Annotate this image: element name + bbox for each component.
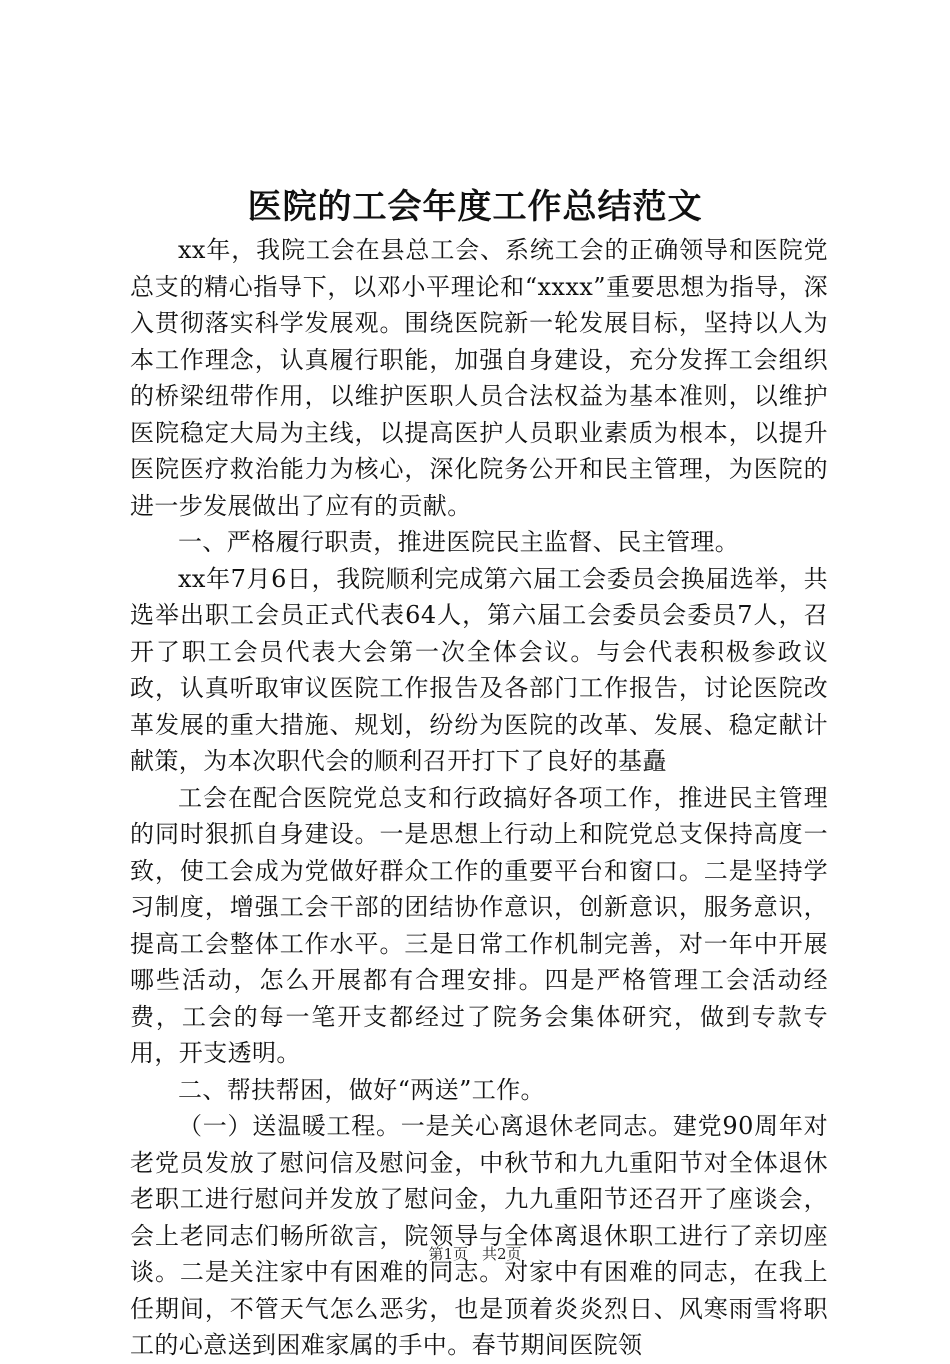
paragraph-election: xx年7月6日，我院顺利完成第六届工会委员会换届选举，共选举出职工会员正式代表64人，第六届工会委员会委员7人，召开了职工会员代表大会第一次全体会议。与会代表积极参政议政，认真听取审议医院工作报告及各部门工作报告，讨论医院改革发展的重大措施、规划，纷纷为医院的改革、发展、稳定献计献策，为本次职代会的顺利召开打下了良好的基矗	[130, 564, 828, 775]
paragraph-intro: xx年，我院工会在县总工会、系统工会的正确领导和医院党总支的精心指导下，以邓小平理论和“xxxx”重要思想为指导，深入贯彻落实科学发展观。围绕医院新一轮发展目标，坚持以人为本工作理念，认真履行职能，加强自身建设，充分发挥工会组织的桥梁纽带作用，以维护医职人员合法权益为基本准则，以维护医院稳定大局为主线，以提高医护人员职业素质为根本，以提升医院医疗救治能力为核心，深化院务公开和民主管理，为医院的进一步发展做出了应有的贡献。	[130, 236, 828, 520]
page-footer	[0, 1244, 950, 1264]
paragraph-warmth-project: （一）送温暖工程。一是关心离退休老同志。建党90周年对老党员发放了慰问信及慰问金，中秋节和九九重阳节对全体退休老职工进行慰问并发放了慰问金，九九重阳节还召开了座谈会，会上老同志们畅所欲言，院领导与全体离退休职工进行了亲切座谈。二是关注家中有困难的同志。对家中有困难的同志，在我上任期间，不管天气怎么恶劣，也是顶着炎炎烈日、风寒雨雪将职工的心意送到困难家属的手中。春节期间医院领	[130, 1112, 828, 1359]
section-heading-1: 一、严格履行职责，推进医院民主监督、民主管理。	[178, 528, 740, 556]
document-title: 医院的工会年度工作总结范文	[247, 187, 703, 227]
page-total: 共2页	[482, 1245, 522, 1263]
page-number: 第1页	[428, 1245, 468, 1263]
document-body	[130, 232, 828, 1364]
section-heading-2: 二、帮扶帮困，做好“两送”工作。	[178, 1075, 545, 1104]
paragraph-self-building: 工会在配合医院党总支和行政搞好各项工作，推进民主管理的同时狠抓自身建设。一是思想上行动上和院党总支保持高度一致，使工会成为党做好群众工作的重要平台和窗口。二是坚持学习制度，增强工会干部的团结协作意识，创新意识，服务意识，提高工会整体工作水平。三是日常工作机制完善，对一年中开展哪些活动，怎么开展都有合理安排。四是严格管理工会活动经费，工会的每一笔开支都经过了院务会集体研究，做到专款专用，开支透明。	[130, 783, 828, 1067]
